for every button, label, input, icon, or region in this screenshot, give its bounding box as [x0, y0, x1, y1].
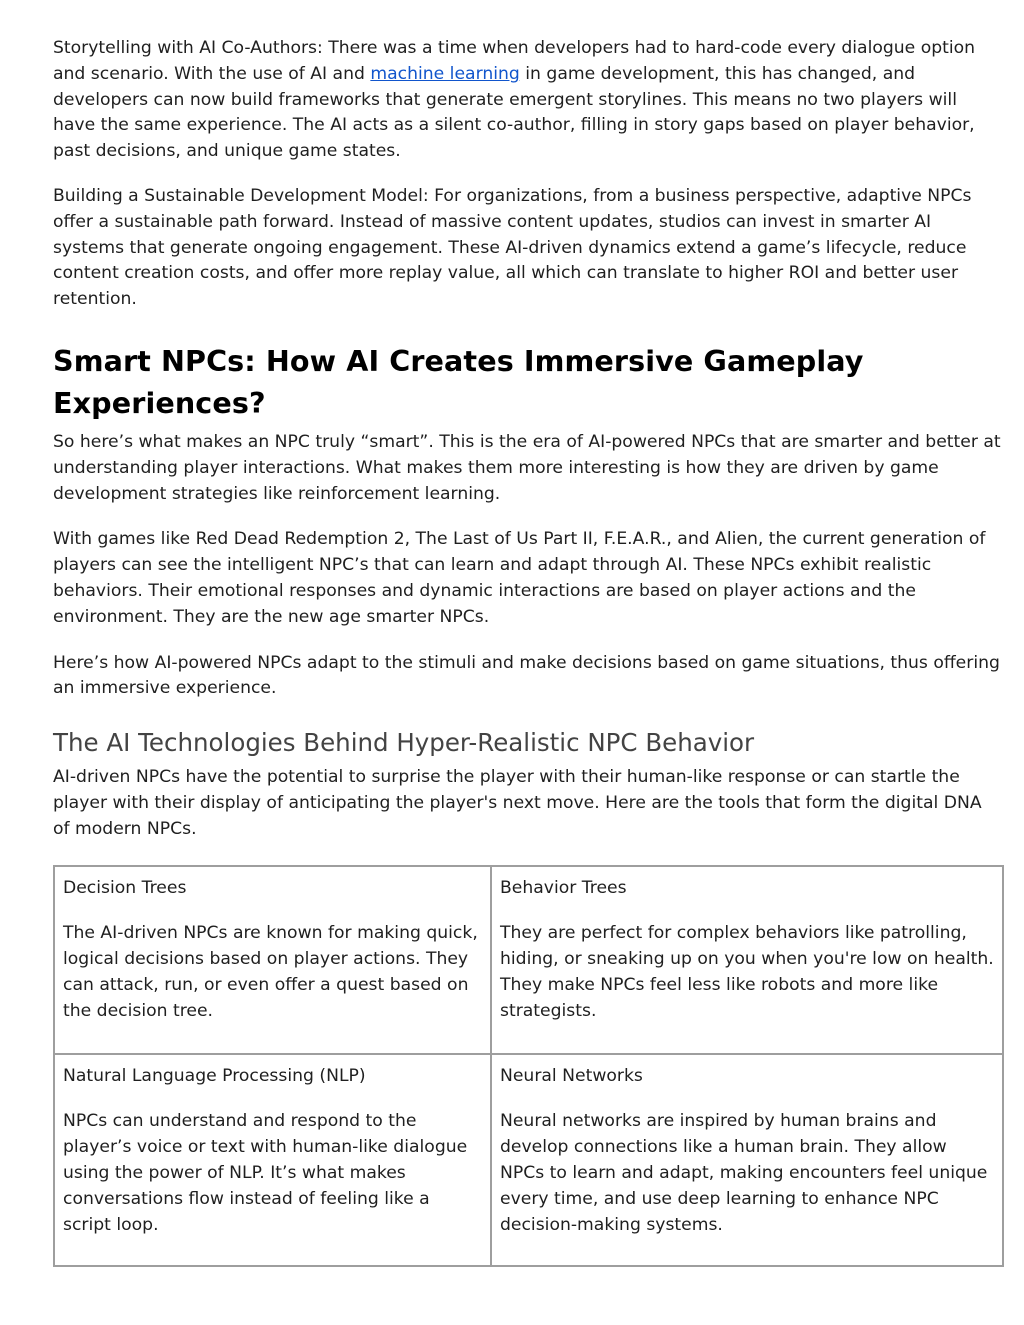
cell-text: They are perfect for complex behaviors like patrolling, hiding, or sneaking up on you when you're low on health. They make NPCs feel less like robots and more like strategists. — [500, 923, 994, 1021]
table-cell-nlp — [54, 1054, 491, 1266]
paragraph-storytelling-text-start: Storytelling with AI Co-Authors: There was a time when developers had to hard-code every dialogue option and scenario. With the use of AI and — [53, 38, 976, 84]
cell-text: Neural networks are inspired by human brains and develop connections like a human brain. They allow NPCs to learn and adapt, making encounters feel unique every time, and use deep learning to enhance NPC decision-making systems. — [500, 1111, 988, 1235]
machine-learning-link[interactable]: machine learning — [370, 63, 520, 84]
ai-technologies-table — [53, 865, 1004, 1267]
paragraph-adapt-stimuli: Here’s how AI-powered NPCs adapt to the stimuli and make decisions based on game situations, thus offering an immersive experience. — [53, 652, 1000, 699]
paragraph-games-examples: With games like Red Dead Redemption 2, The Last of Us Part II, F.E.A.R., and Alien, the current generation of players can see the intelligent NPC’s that can learn and adapt through AI. These NPCs exhibit realistic behaviors. Their emotional responses and dynamic interactions are based on player actions and the environment. They are the new age smarter NPCs. — [53, 529, 986, 627]
cell-text: The AI-driven NPCs are known for making quick, logical decisions based on player actions. They can attack, run, or even offer a quest based on the decision tree. — [63, 923, 478, 1021]
paragraph-storytelling — [53, 36, 1003, 165]
table-cell-behavior-trees — [491, 866, 1003, 1054]
paragraph-smart-npc-intro: So here’s what makes an NPC truly “smart”. This is the era of AI-powered NPCs that are smarter and better at understanding player interactions. What makes them more interesting is how they are driven by game development strategies like reinforcement learning. — [53, 431, 1001, 504]
table-row — [54, 866, 1003, 1054]
cell-text: NPCs can understand and respond to the player’s voice or text with human-like dialogue using the power of NLP. It’s what makes conversations flow instead of feeling like a script loop. — [63, 1111, 468, 1235]
paragraph-storytelling-text-end: in game development, this has changed, and developers can now build frameworks that generate emergent storylines. This means no two players will have the same experience. The AI acts as a silent co-author, filling in story gaps based on player behavior, past decisions, and unique game states. — [53, 63, 975, 162]
paragraph-ai-technologies-intro: AI-driven NPCs have the potential to surprise the player with their human-like response or can startle the player with their display of anticipating the player's next move. Here are the tools that form the digital DNA of modern NPCs. — [53, 767, 982, 839]
heading-ai-technologies: The AI Technologies Behind Hyper-Realistic NPC Behavior — [53, 728, 755, 758]
table-row — [54, 1054, 1003, 1266]
table-cell-decision-trees — [54, 866, 491, 1054]
paragraph-sustainable-model: Building a Sustainable Development Model: For organizations, from a business perspective, adaptive NPCs offer a sustainable path forward. Instead of massive content updates, studios can invest in smarter AI systems that generate ongoing engagement. These AI-driven dynamics extend a game’s lifecycle, reduce content creation costs, and offer more replay value, all which can translate to higher ROI and better user retention. — [53, 185, 972, 310]
cell-title: Natural Language Processing (NLP) — [63, 1065, 366, 1086]
document-page — [53, 36, 1003, 1267]
table-cell-neural-networks — [491, 1054, 1003, 1266]
cell-title: Neural Networks — [500, 1065, 643, 1086]
cell-title: Behavior Trees — [500, 877, 627, 898]
cell-title: Decision Trees — [63, 877, 187, 898]
heading-smart-npcs: Smart NPCs: How AI Creates Immersive Gameplay Experiences? — [53, 343, 864, 420]
